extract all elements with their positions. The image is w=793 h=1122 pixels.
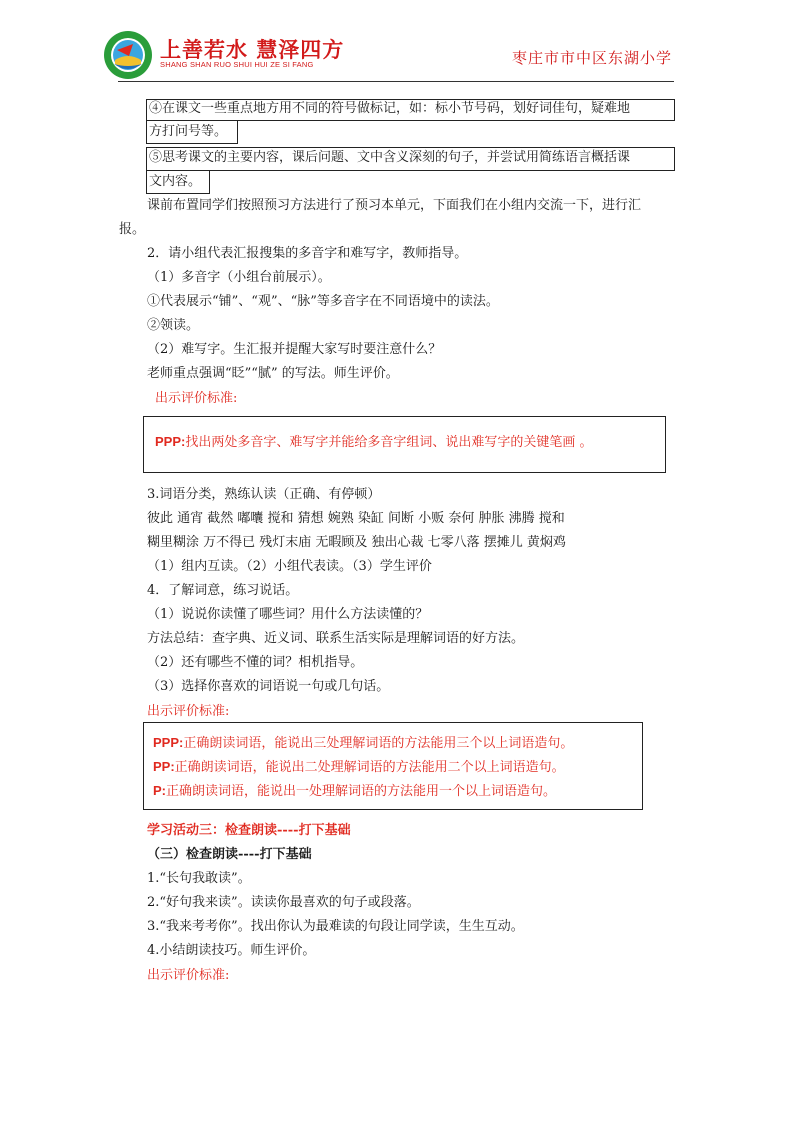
section3-words1: 彼此 通宵 截然 嘟囔 搅和 猜想 婉熟 染缸 间断 小贩 奈何 肿胀 沸腾 搅和 — [147, 511, 565, 526]
activity3-item-1: 1.“长句我敢读”。 — [147, 871, 251, 886]
eval-tag-ppp: PPP: — [155, 434, 186, 449]
activity3-item-4: 4.小结朗读技巧。师生评价。 — [147, 943, 316, 958]
intro-line2: 报。 — [119, 222, 146, 237]
section4-eval-pp — [153, 757, 565, 778]
school-logo — [103, 30, 153, 80]
school-name: 枣庄市市中区东湖小学 — [511, 49, 672, 67]
boxed-item-4-line1: ④在课文一些重点地方用不同的符号做标记，如：标小节号码，划好词佳句，疑难地 — [149, 101, 631, 116]
boxed-item-5-line1: ⑤思考课文的主要内容，课后问题、文中含义深刻的句子，并尝试用简练语言概括课 — [149, 150, 631, 165]
eval-text: 正确朗读词语，能说出一处理解词语的方法能用一个以上词语造句。 — [166, 784, 557, 799]
eval-tag-p: P: — [153, 783, 166, 798]
section4-summary: 方法总结：查字典、近义词、联系生活实际是理解词语的好方法。 — [147, 631, 525, 646]
section2-title: 2．请小组代表汇报搜集的多音字和难写字，教师指导。 — [147, 246, 468, 261]
section3-words2: 糊里糊涂 万不得已 残灯末庙 无暇顾及 独出心裁 七零八落 摆摊儿 黄焖鸡 — [147, 535, 566, 550]
section4-q3: （3）选择你喜欢的词语说一句或几句话。 — [147, 679, 390, 694]
section4-eval-ppp — [153, 733, 573, 754]
eval-text: 找出两处多音字、难写字并能给多音字组词、说出难写字的关键笔画 。 — [185, 435, 593, 450]
section3-methods: （1）组内互读。（2）小组代表读。（3）学生评价 — [147, 559, 432, 574]
section2-eval-label: 出示评价标准: — [155, 391, 238, 406]
section2-sub2: （2）难写字。生汇报并提醒大家写时要注意什么？ — [147, 342, 442, 357]
eval-text: 正确朗读词语，能说出三处理解词语的方法能用三个以上词语造句。 — [183, 736, 574, 751]
eval-text: 正确朗读词语，能说出二处理解词语的方法能用二个以上词语造句。 — [174, 760, 565, 775]
section3-title: 3.词语分类，熟练认读（正确、有停顿） — [147, 487, 381, 502]
section2-sub2a: 老师重点强调“眨”“腻” 的写法。师生评价。 — [147, 366, 399, 381]
section4-eval-label: 出示评价标准: — [147, 704, 230, 719]
section2-sub1: （1）多音字（小组台前展示）。 — [147, 270, 331, 285]
activity3-eval-label: 出示评价标准: — [147, 968, 230, 983]
activity3-item-3: 3.“我来考考你”。找出你认为最难读的句段让同学读，生生互动。 — [147, 919, 524, 934]
eval-tag-pp: PP: — [153, 759, 175, 774]
header-divider — [118, 81, 674, 82]
slogan: 上善若水 慧泽四方 — [160, 37, 345, 62]
activity3-title: 学习活动三：检查朗读----打下基础 — [147, 823, 351, 838]
boxed-item-4-line2: 方打问号等。 — [149, 124, 228, 139]
section2-sub1a: ①代表展示“铺”、“观”、“脉”等多音字在不同语境中的读法。 — [147, 294, 499, 309]
section2-eval-line — [155, 432, 592, 453]
slogan-pinyin: SHANG SHAN RUO SHUI HUI ZE SI FANG — [160, 60, 314, 69]
activity3-subtitle: （三）检查朗读----打下基础 — [147, 847, 312, 862]
intro-line1: 课前布置同学们按照预习方法进行了预习本单元，下面我们在小组内交流一下，进行汇 — [147, 198, 642, 213]
section2-sub1b: ②领读。 — [147, 318, 200, 333]
activity3-item-2: 2.“好句我来读”。读读你最喜欢的句子或段落。 — [147, 895, 420, 910]
section4-title: 4．了解词意，练习说话。 — [147, 583, 299, 598]
eval-tag-ppp: PPP: — [153, 735, 184, 750]
boxed-item-5-line2: 文内容。 — [149, 174, 202, 189]
section4-q2: （2）还有哪些不懂的词？相机指导。 — [147, 655, 364, 670]
section4-q1: （1）说说你读懂了哪些词？用什么方法读懂的？ — [147, 607, 429, 622]
section4-eval-p — [153, 781, 556, 802]
